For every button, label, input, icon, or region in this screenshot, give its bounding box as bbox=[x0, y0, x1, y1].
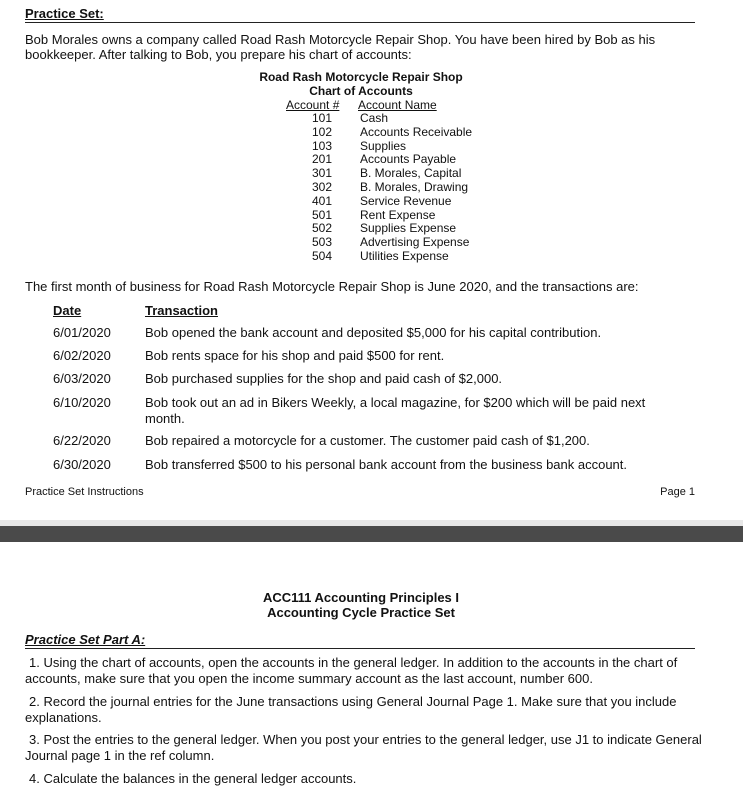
transaction-date: 6/01/2020 bbox=[53, 325, 111, 340]
coa-row bbox=[282, 236, 472, 250]
coa-account-name: Advertising Expense bbox=[360, 235, 470, 250]
coa-account-number: 504 bbox=[311, 248, 332, 263]
coa-account-number: 103 bbox=[311, 138, 332, 153]
coa-account-name: Accounts Receivable bbox=[360, 124, 473, 139]
instruction-item: 4. Calculate the balances in the general ledger accounts. bbox=[29, 771, 357, 786]
coa-row bbox=[282, 209, 472, 223]
transaction-text: Bob took out an ad in Bikers Weekly, a local magazine, for $200 which will be paid next month. bbox=[145, 395, 646, 426]
coa-row bbox=[282, 181, 472, 195]
coa-row bbox=[282, 250, 472, 264]
transaction-date: 6/10/2020 bbox=[53, 395, 111, 410]
coa-header-row bbox=[282, 98, 472, 112]
footer-page-number: Page 1 bbox=[660, 486, 695, 498]
footer-left-label: Practice Set Instructions bbox=[25, 486, 144, 498]
coa-company-name: Road Rash Motorcycle Repair Shop bbox=[259, 70, 463, 84]
coa-rows bbox=[282, 112, 472, 264]
transaction-text: Bob opened the bank account and deposited $5,000 for his capital contribution. bbox=[145, 325, 602, 340]
coa-row bbox=[282, 167, 472, 181]
coa-account-number: 302 bbox=[311, 179, 332, 194]
instruction-item: 3. Post the entries to the general ledger. When you post your entries to the general ledger, use J1 to indicate General Journal page 1 in the ref column. bbox=[25, 732, 702, 763]
coa-account-number: 101 bbox=[311, 111, 332, 125]
practice-set-title: Accounting Cycle Practice Set bbox=[267, 605, 455, 620]
coa-header-account-number: Account # bbox=[286, 98, 340, 112]
coa-account-name: Supplies bbox=[360, 138, 407, 153]
coa-account-name: Cash bbox=[360, 111, 389, 125]
coa-row bbox=[282, 126, 472, 140]
coa-row bbox=[282, 112, 472, 126]
course-title: ACC111 Accounting Principles I bbox=[262, 590, 459, 605]
transaction-date: 6/02/2020 bbox=[53, 348, 111, 363]
transactions-header-date: Date bbox=[53, 303, 82, 318]
coa-header-account-name: Account Name bbox=[358, 98, 437, 112]
transaction-text: Bob transferred $500 to his personal bank account from the business bank account. bbox=[145, 457, 628, 472]
page-separator bbox=[0, 520, 743, 542]
transaction-text: Bob repaired a motorcycle for a customer. The customer paid cash of $1,200. bbox=[145, 433, 590, 448]
coa-account-name: Utilities Expense bbox=[360, 248, 449, 263]
document-page-2 bbox=[0, 542, 743, 793]
coa-account-name: B. Morales, Drawing bbox=[360, 179, 469, 194]
section-heading-practice-set: Practice Set: bbox=[25, 6, 695, 23]
coa-account-name: Supplies Expense bbox=[360, 221, 457, 236]
coa-account-name: Accounts Payable bbox=[360, 152, 457, 167]
coa-account-number: 401 bbox=[311, 193, 332, 208]
coa-row bbox=[282, 140, 472, 154]
transactions-header-transaction: Transaction bbox=[145, 303, 218, 318]
transaction-date: 6/03/2020 bbox=[53, 371, 111, 386]
instruction-item: 1. Using the chart of accounts, open the accounts in the general ledger. In addition to the accounts in the chart of accounts, make sure that you open the income summary account as the last account, number 600. bbox=[25, 655, 678, 686]
instruction-item: 2. Record the journal entries for the June transactions using General Journal Page 1. Make sure that you include explanations. bbox=[25, 694, 677, 725]
coa-account-number: 502 bbox=[311, 221, 332, 236]
coa-title: Chart of Accounts bbox=[309, 84, 413, 98]
coa-account-number: 201 bbox=[311, 152, 332, 167]
transactions-lead: The first month of business for Road Rash Motorcycle Repair Shop is June 2020, and the transactions are: bbox=[25, 279, 639, 294]
chart-of-accounts-table bbox=[282, 98, 472, 264]
coa-account-number: 501 bbox=[311, 207, 332, 222]
coa-account-number: 102 bbox=[311, 124, 332, 139]
coa-row bbox=[282, 153, 472, 167]
transaction-text: Bob rents space for his shop and paid $500 for rent. bbox=[145, 348, 445, 363]
page-separator-strip bbox=[0, 520, 743, 526]
coa-account-name: B. Morales, Capital bbox=[360, 166, 462, 181]
coa-account-name: Rent Expense bbox=[360, 207, 436, 222]
transaction-date: 6/22/2020 bbox=[53, 433, 111, 448]
section-heading-part-a: Practice Set Part A: bbox=[25, 632, 695, 649]
coa-account-number: 301 bbox=[311, 166, 332, 181]
coa-row bbox=[282, 222, 472, 236]
coa-account-number: 503 bbox=[311, 235, 332, 250]
intro-paragraph: Bob Morales owns a company called Road Rash Motorcycle Repair Shop. You have been hired by Bob as his bookkeeper. After talking to Bob, you prepare his chart of accounts: bbox=[25, 32, 656, 62]
transaction-date: 6/30/2020 bbox=[53, 457, 111, 472]
coa-account-name: Service Revenue bbox=[360, 193, 452, 208]
transaction-text: Bob purchased supplies for the shop and paid cash of $2,000. bbox=[145, 371, 503, 386]
coa-row bbox=[282, 195, 472, 209]
